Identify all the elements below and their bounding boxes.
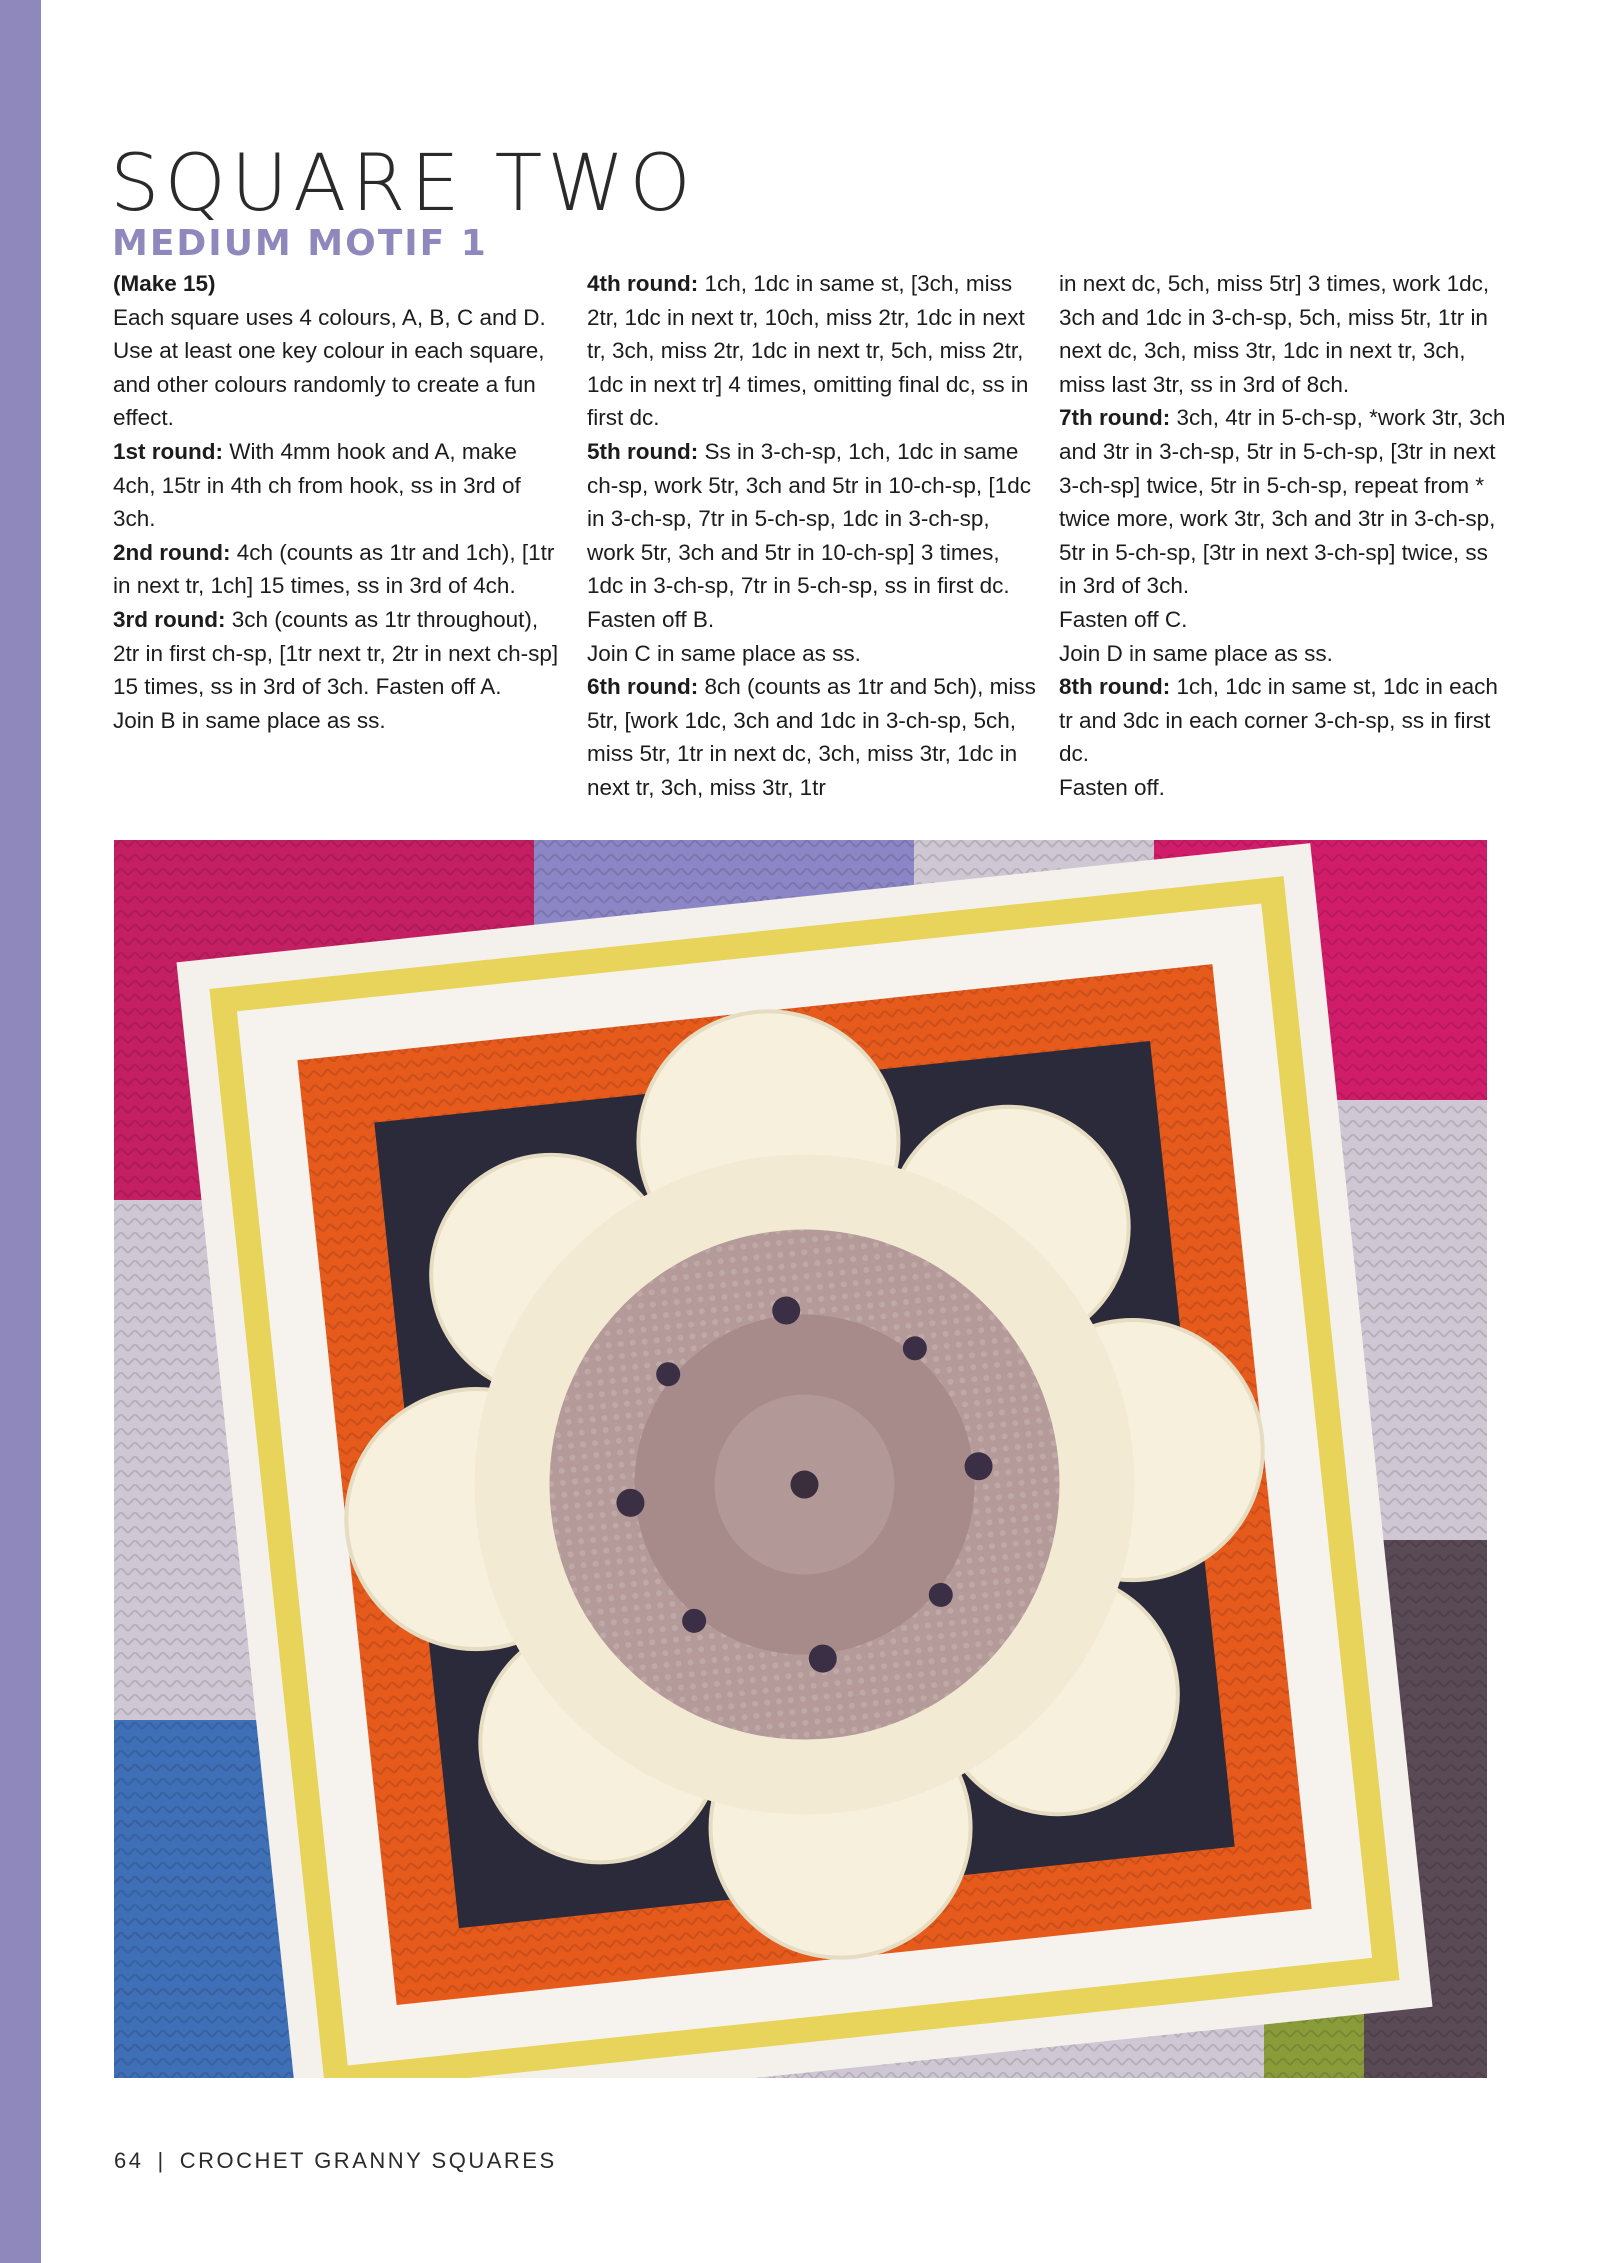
instruction-paragraph: [113, 536, 563, 603]
round-label: 5th round:: [587, 438, 699, 464]
instruction-text: Join B in same place as ss.: [113, 707, 386, 733]
book-title: CROCHET GRANNY SQUARES: [179, 2148, 557, 2173]
instruction-text: Join C in same place as ss.: [587, 640, 861, 666]
instruction-paragraph: [1059, 771, 1509, 805]
round-label: 2nd round:: [113, 539, 231, 565]
page-number: 64: [114, 2148, 144, 2173]
instruction-paragraph: [1059, 670, 1509, 771]
page-footer: [114, 2146, 557, 2176]
instruction-text: Join D in same place as ss.: [1059, 640, 1333, 666]
footer-separator: |: [157, 2148, 166, 2173]
instruction-text: in next dc, 5ch, miss 5tr] 3 times, work 1dc, 3ch and 1dc in 3-ch-sp, 5ch, miss 5tr, 1tr in next dc, 3ch, miss 3tr, 1dc in next tr, 3ch, miss last 3tr, ss in 3rd of 8ch.: [1059, 271, 1490, 397]
round-label: 8th round:: [1059, 674, 1171, 700]
instruction-paragraph: [1059, 267, 1509, 401]
instructions-column-1: [113, 267, 563, 737]
instruction-text: 4ch (counts as 1tr and 1ch), [1tr in next tr, 1ch] 15 times, ss in 3rd of 4ch.: [113, 539, 555, 599]
instruction-paragraph: [113, 603, 563, 704]
instruction-text: Each square uses 4 colours, A, B, C and D. Use at least one key colour in each square, and other colours randomly to create a fun effect.: [113, 304, 546, 431]
instruction-text: With 4mm hook and A, make 4ch, 15tr in 4th ch from hook, ss in 3rd of 3ch.: [113, 438, 521, 532]
instruction-paragraph: [1059, 637, 1509, 671]
instruction-text: 8ch (counts as 1tr and 5ch), miss 5tr, [work 1dc, 3ch and 1dc in 3-ch-sp, 5ch, miss 5tr, 1tr in next dc, 3ch, miss 3tr, 1dc in next tr, 3ch, miss 3tr, 1tr: [587, 674, 1036, 800]
granny-square-photo: [114, 840, 1487, 2078]
instruction-paragraph: [587, 435, 1037, 637]
instructions-column-2: [587, 267, 1037, 805]
page-subtitle: MEDIUM MOTIF 1: [112, 223, 488, 264]
instruction-text: Fasten off.: [1059, 774, 1165, 800]
instruction-paragraph: [587, 637, 1037, 671]
instruction-text: 1ch, 1dc in same st, [3ch, miss 2tr, 1dc in next tr, 10ch, miss 2tr, 1dc in next tr, 3ch, miss 2tr, 1dc in next tr, 5ch, miss 2tr, 1dc in next tr] 4 times, omitting final dc, ss in first dc.: [587, 271, 1029, 431]
instruction-paragraph: [113, 704, 563, 738]
instruction-paragraph: [587, 267, 1037, 435]
instruction-paragraph: [113, 435, 563, 536]
page-title: SQUARE TWO: [110, 139, 696, 229]
instructions-column-3: [1059, 267, 1509, 805]
round-label: 1st round:: [113, 438, 223, 464]
instruction-text: 3ch (counts as 1tr throughout), 2tr in first ch-sp, [1tr next tr, 2tr in next ch-sp] 15 times, ss in 3rd of 3ch. Fasten off A.: [113, 606, 559, 700]
round-label: 7th round:: [1059, 405, 1171, 431]
instruction-paragraph: [587, 670, 1037, 804]
side-color-bar: [0, 0, 41, 2263]
instruction-paragraph: [1059, 401, 1509, 603]
instruction-text: 3ch, 4tr in 5-ch-sp, *work 3tr, 3ch and 3tr in 3-ch-sp, 5tr in 5-ch-sp, [3tr in next 3-ch-sp] twice, 5tr in 5-ch-sp, repeat from * twice more, work 3tr, 3ch and 3tr in 3-ch-sp, 5tr in 5-ch-sp, [3tr in next 3-ch-sp] twice, ss in 3rd of 3ch.: [1059, 405, 1506, 599]
instruction-paragraph: [113, 267, 563, 301]
instruction-paragraph: [1059, 603, 1509, 637]
instruction-text: 1ch, 1dc in same st, 1dc in each tr and 3dc in each corner 3-ch-sp, ss in first dc.: [1059, 674, 1498, 767]
round-label: (Make 15): [113, 271, 216, 296]
round-label: 4th round:: [587, 271, 699, 296]
instruction-text: Fasten off C.: [1059, 606, 1188, 632]
instruction-paragraph: [113, 301, 563, 435]
round-label: 3rd round:: [113, 606, 226, 632]
instruction-text: Ss in 3-ch-sp, 1ch, 1dc in same ch-sp, work 5tr, 3ch and 5tr in 10-ch-sp, [1dc in 3-ch-sp, 7tr in 5-ch-sp, 1dc in 3-ch-sp, work 5tr, 3ch and 5tr in 10-ch-sp] 3 times, 1dc in 3-ch-sp, 7tr in 5-ch-sp, ss in first dc. Fasten off B.: [587, 438, 1031, 632]
round-label: 6th round:: [587, 674, 699, 700]
